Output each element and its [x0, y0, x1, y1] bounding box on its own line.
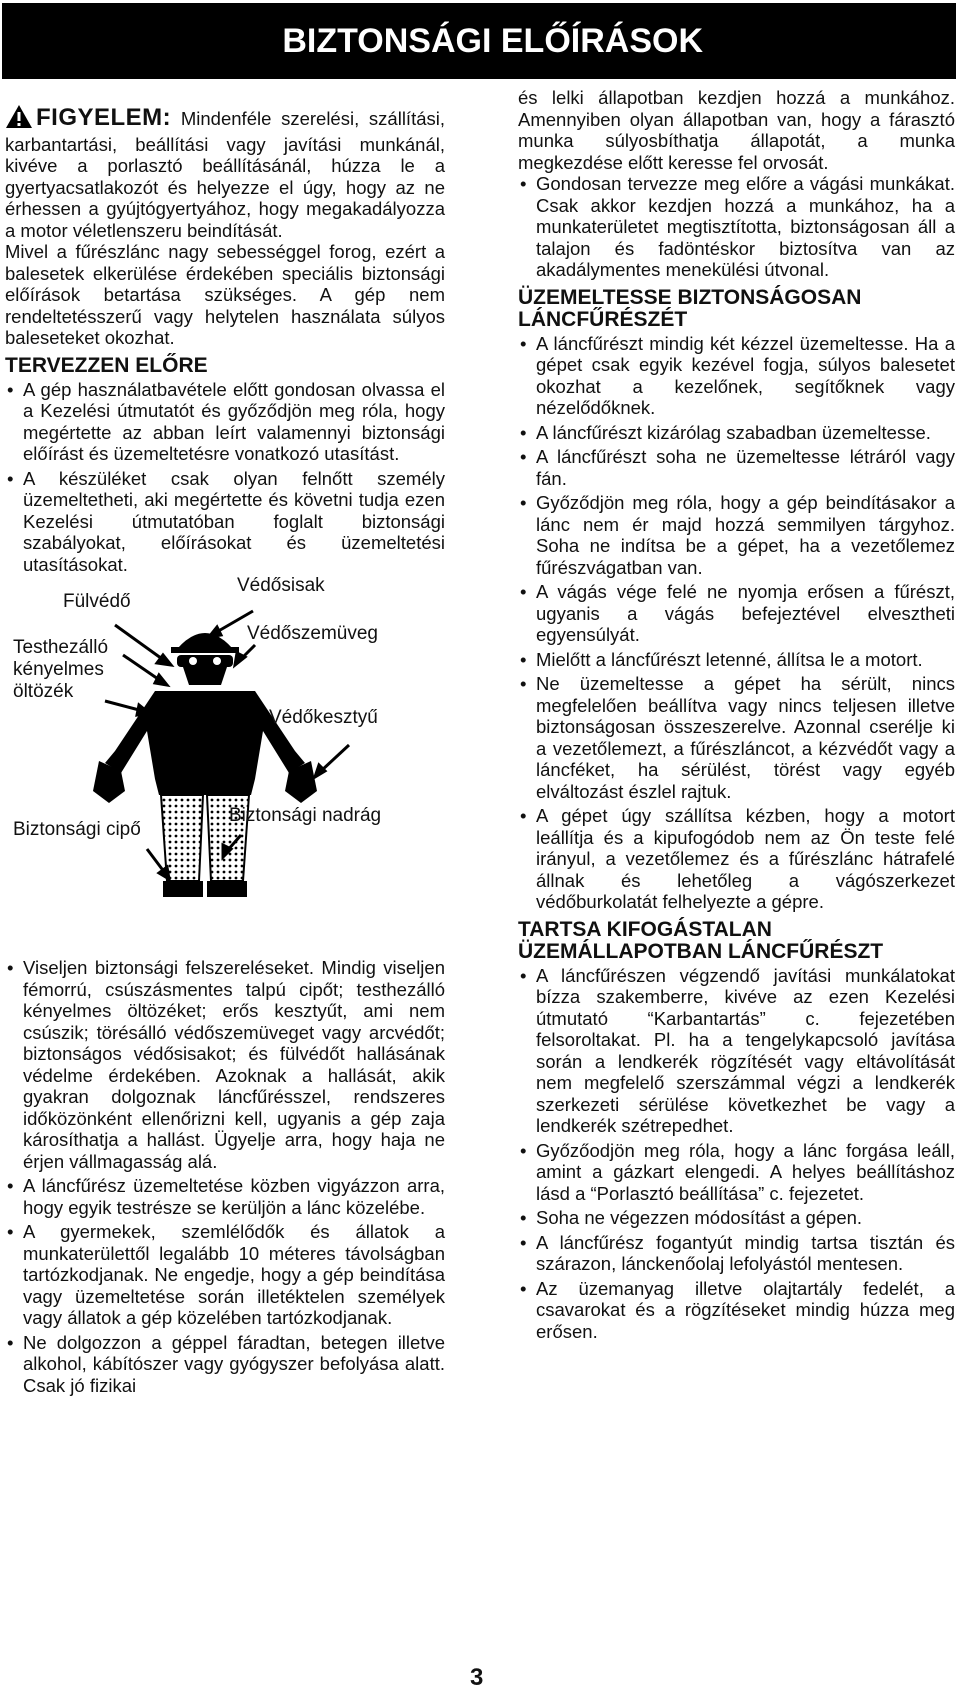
right-column [518, 87, 955, 1345]
planning-list [518, 173, 955, 281]
operate-list [518, 333, 955, 913]
left-column [5, 104, 445, 1399]
figure-label-clothing: Testhezálló kényelmes öltözék [13, 637, 109, 702]
list-item: • Győződjön meg róla, hogy a gép beindításakor a lánc nem ér majd hozzá semmilyen tárgyhoz. Soha ne indítsa be a gépet, ha a vezetőlemez fűrészvágatban van. [518, 492, 955, 578]
list-item: • Mielőtt a láncfűrészt letenné, állítsa le a motort. [518, 649, 955, 671]
list-item: • A láncfűrészt soha ne üzemeltesse létráról vagy fán. [518, 446, 955, 489]
list-item: • Ne üzemeltesse a gépet ha sérült, nincs megfelelően beállítva vagy nincs teljesen illetve biztonságosan összeszerelve. Azonnal cserélje ki a vezetőlemezt, a fűrészláncot, a kézvédőt vagy a láncféket, ha sérülést, törést vagy egyéb elváltozást észlel rajtuk. [518, 673, 955, 802]
warning-text: Mindenféle szerelési, szállítási, karbantartási, beállítási vagy javítási munkánál, kivéve a porlasztó beállításánál, húzza le a gyertyacsatlakozót és helyezze el úgy, hogy az ne érhessen a gyújtógyertyához, hogy megakadályozza a motor véletlenszeru beindítását. [5, 108, 445, 241]
equipment-list [5, 957, 445, 1396]
page-number: 3 [470, 1664, 484, 1691]
page-title: BIZTONSÁGI ELŐÍRÁSOK [282, 21, 703, 60]
continuation-paragraph: és lelki állapotban kezdjen hozzá a munkához. Amennyiben olyan állapotban van, hogy a fárasztó munka súlyosbíthatja állapotát, a munka megkezdése előtt keresse fel orvosát. [518, 87, 955, 173]
list-item: • A vágás vége felé ne nyomja erősen a fűrészt, ugyanis a vágás befejeztével elvesztheti egyensúlyát. [518, 581, 955, 646]
heading-operate-safely: ÜZEMELTESSE BIZTONSÁGOSAN LÁNCFŰRÉSZÉT [518, 285, 862, 331]
figure-label-helmet: Védősisak [237, 575, 325, 596]
list-item: • A készüléket csak olyan felnőtt személy üzemeltetheti, aki megértette és követni tudja ezen Kezelési útmutatóban foglalt biztonsági szabályokat, előírásokat és üzemeltetési utasításokat. [5, 468, 445, 576]
figure-label-gloves: Védőkesztyű [269, 707, 378, 728]
list-item: • Viseljen biztonsági felszereléseket. Mindig viseljen fémorrú, csúszásmentes talpú cipőt; testhezálló kényelmes öltözéket; erős kesztyűt, ami nem csúszik; törésálló védőszemüveget vagy arcvédőt; biztonságos védősisakot; és fülvédőt hallásának védelme érdekében. Azoknak a hallását, akik gyakran dolgoznak láncfűrésszel, rendszeres időközönként ellenőrizni kell, ugyanis a gép zaja károsíthatja a hallást. Ügyelje arra, hogy haja ne érjen vállmagasság alá. [5, 957, 445, 1172]
page-header [2, 3, 956, 79]
intro-paragraph: Mivel a fűrészlánc nagy sebességgel forog, ezért a balesetek elkerülése érdekében speciális biztonsági előírások betartása szükséges. A gép nem rendeltetésszerű vagy helytelen használata súlyos baleseteket okozhat. [5, 241, 445, 348]
list-item: • Soha ne végezzen módosítást a gépen. [518, 1207, 955, 1229]
list-item: • Gondosan tervezze meg előre a vágási munkákat. Csak akkor kezdjen hozzá a munkához, ha a munkaterületet megtisztította, biztonságosan áll a talajon és fadöntéskor biztosítva van az akadálymentes menekülési útvonal. [518, 173, 955, 281]
heading-plan-ahead: TERVEZZEN ELŐRE [5, 353, 208, 377]
list-item: • A gépet úgy szállítsa kézben, hogy a motort leállítja és a kipufogódob nem az Ön teste felé irányul, a vezetőlemez és a fűrészlánc hátrafelé állnak és lehetőleg a vágószerkezet védőburkolatát felhelyezte a gépre. [518, 805, 955, 913]
list-item: • A láncfűrész üzemeltetése közben vigyázzon arra, hogy egyik testrésze se kerüljön a lánc közelébe. [5, 1175, 445, 1218]
figure-label-trousers: Biztonsági nadrág [229, 805, 382, 826]
figure-label-shoes: Biztonsági cipő [13, 819, 141, 840]
list-item: • Győzőodjön meg róla, hogy a lánc forgása leáll, amint a gázkart elengedi. A helyes beállításhoz lásd a “Porlasztó beállítása” c. fejezetet. [518, 1140, 955, 1205]
figure-label-ear-protection: Fülvédő [63, 591, 131, 612]
list-item: • A láncfűrészt mindig két kézzel üzemeltesse. Ha a gépet csak egyik kezével fogja, súlyos balesetet okozhat a kezelőnek, segítőknek vagy nézelődőknek. [518, 333, 955, 419]
maintain-list [518, 965, 955, 1343]
heading-maintain: TARTSA KIFOGÁSTALAN ÜZEMÁLLAPOTBAN LÁNCFŰRÉSZT [518, 917, 884, 963]
figure-label-goggles: Védőszemüveg [247, 623, 378, 644]
list-item: • A gép használatbavétele előtt gondosan olvassa el a Kezelési útmutatót és győződjön meg róla, hogy megértette az abban leírt valamennyi biztonsági előírást és üzemeltetésre vonatkozó utasítást. [5, 379, 445, 465]
safety-equipment-figure [5, 575, 445, 951]
warning-triangle-icon [5, 104, 33, 134]
list-item: • Ne dolgozzon a géppel fáradtan, betegen illetve alkohol, kábítószer vagy gyógyszer befolyása alatt. Csak jó fizikai [5, 1332, 445, 1397]
list-item: • A gyermekek, szemlélődők és állatok a munkaterülettől legalább 10 méteres távolságban tartózkodjanak. Ne engedje, hogy a gép beindítása vagy üzemeltetése során illetéktelen személyek vagy állatok a gép közelében tartózkodjanak. [5, 1221, 445, 1329]
plan-list [5, 379, 445, 576]
list-item: • A láncfűrészt kizárólag szabadban üzemeltesse. [518, 422, 955, 444]
list-item: • A láncfűrészen végzendő javítási munkálatokat bízza szakemberre, kivéve az ezen Kezelési útmutató “Karbantartás” c. fejezetében felsoroltakat. Pl. ha a tengelykapcsoló javítása során a lendkerék rögzítését vagy eltávolítását nem megfelelő szerszámmal végzi a lendkerék szerkezeti sérülése következhet be vagy a lendkerék szétrepedhet. [518, 965, 955, 1137]
warning-label: FIGYELEM: [36, 104, 172, 131]
list-item: • A láncfűrész fogantyút mindig tartsa tisztán és szárazon, lánckenőolaj lefolyástól mentesen. [518, 1232, 955, 1275]
warning-paragraph [5, 104, 445, 241]
list-item: • Az üzemanyag illetve olajtartály fedelét, a csavarokat és a rögzítéseket mindig húzza meg erősen. [518, 1278, 955, 1343]
